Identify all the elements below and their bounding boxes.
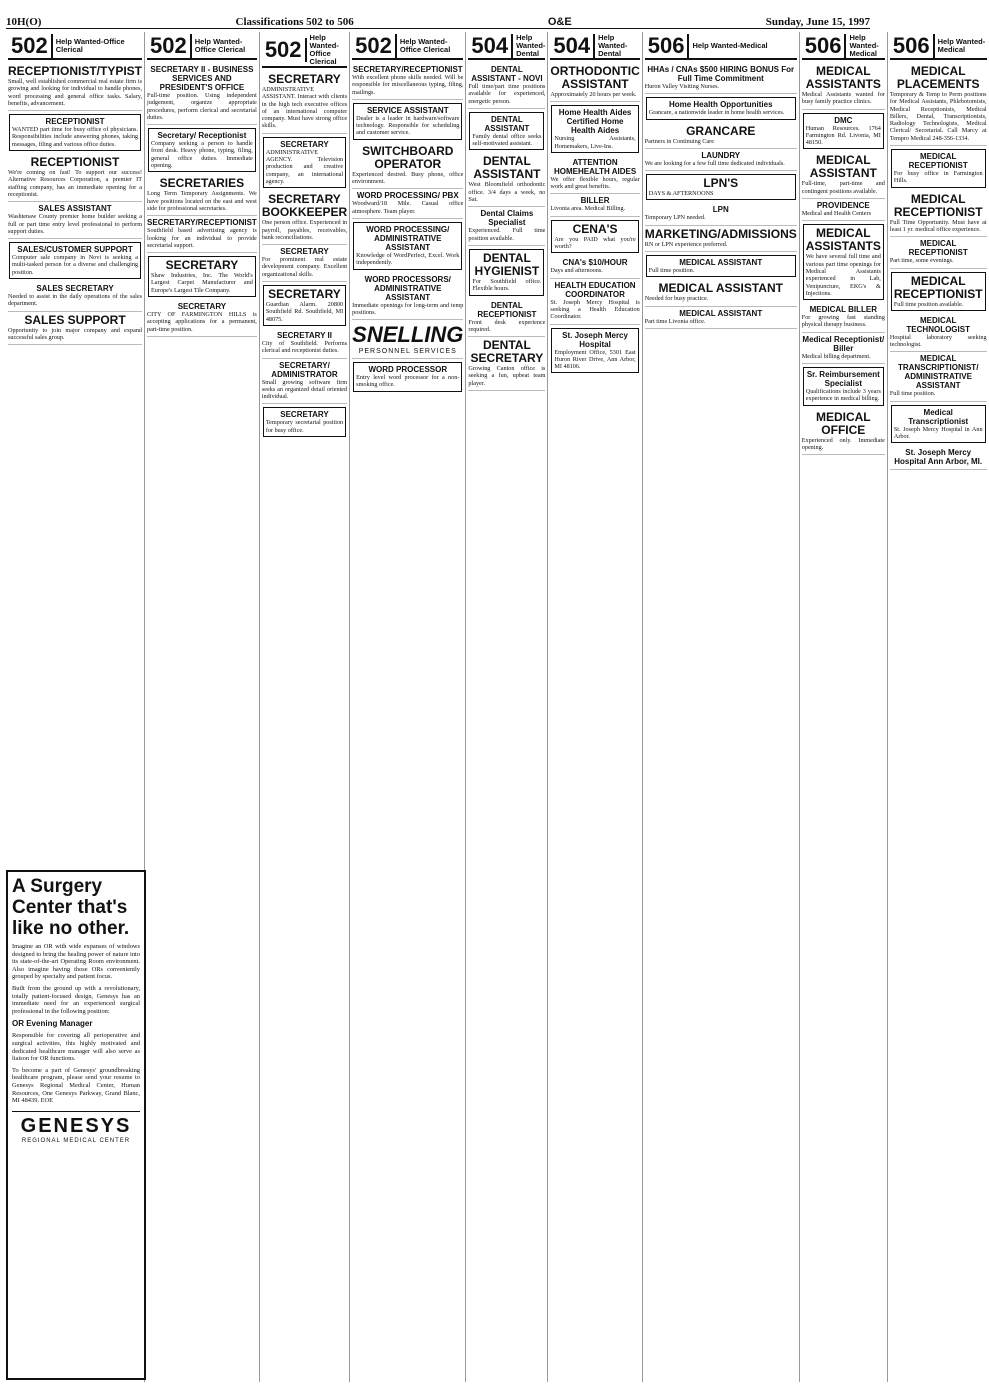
classified-ad <box>803 113 884 150</box>
classified-ad <box>8 63 142 111</box>
classified-ad <box>8 312 142 346</box>
ad-heading: Home Health Aides Certified Home Health Aides <box>558 108 632 136</box>
ad-heading: SECRETARY/RECEPTIONIST <box>352 65 463 74</box>
ad-body: Part time Livonia office. <box>644 317 706 325</box>
ad-body: Washtenaw County premier home builder seeking a full or part time entry level professional to perform support duties. <box>8 213 143 235</box>
ad-body: Full-time position. Using independent judgement, organize appropriate procedures, perform clerical and secretarial duties. <box>147 92 257 121</box>
ad-heading: GRANCARE <box>686 123 756 138</box>
classified-ad <box>645 63 797 94</box>
section-category: Help Wanted-Office Clerical <box>194 37 246 54</box>
ad-body: Medical billing department. <box>801 352 871 360</box>
section-number: 502 <box>147 34 192 58</box>
ad-body: Experienced only. Immediate opening. <box>801 436 885 451</box>
column-6 <box>548 32 642 1382</box>
ad-heading: St. Joseph Mercy Hospital Ann Arbor, MI. <box>894 448 983 467</box>
section-header <box>468 34 545 60</box>
ad-body: DAYS & AFTERNOONS <box>648 190 714 198</box>
ad-heading: SECRETARY <box>165 258 239 273</box>
section-header <box>8 34 142 60</box>
ad-heading: RECEPTIONIST/TYPIST <box>8 64 143 78</box>
ad-body: We have several full time and various part time openings for Medical Assistants experienced in Lab, Venipuncture, EKG's & Injections. <box>805 253 881 297</box>
ad-body: City of Southfield. Performs clerical and receptionist duties. <box>261 339 348 355</box>
column-8 <box>800 32 888 1382</box>
column-5 <box>466 32 548 1382</box>
page-header <box>6 6 870 29</box>
classified-ad <box>550 194 639 216</box>
classified-ad <box>551 105 638 153</box>
ad-heading: MEDICAL ASSISTANTS <box>805 226 881 254</box>
classified-ad <box>352 189 463 219</box>
classified-ad <box>645 203 797 225</box>
classified-ad <box>147 63 257 125</box>
ad-heading: SERVICE ASSISTANT <box>366 105 449 115</box>
section-number: 506 <box>890 34 935 58</box>
ad-heading: MEDICAL TECHNOLOGIST <box>906 315 970 334</box>
classified-ad <box>645 307 797 329</box>
ad-body: Full time/part time positions available for experienced, energetic person. <box>468 83 546 105</box>
ad-heading: MEDICAL RECEPTIONIST <box>893 273 983 301</box>
ad-body: Hospital laboratory seeking technologist. <box>889 333 987 349</box>
classified-ad <box>891 149 986 188</box>
ad-heading: WORD PROCESSOR <box>368 365 448 375</box>
column-9 <box>888 32 989 1382</box>
ad-heading: SECRETARY <box>280 247 329 257</box>
ad-heading: SALES ASSISTANT <box>38 204 112 214</box>
ad-body: Entry level word processor for a non-smoking office. <box>356 374 460 389</box>
classified-ad <box>646 97 796 119</box>
ad-body: St. Joseph Mercy Hospital is seeking a Health Education Coordinator. <box>550 298 640 321</box>
classified-ad <box>262 329 347 359</box>
ad-heading: SECRETARY <box>268 72 341 86</box>
classified-ad <box>890 446 987 470</box>
section-header <box>262 34 347 68</box>
classified-ad <box>147 175 257 216</box>
classified-ad <box>890 352 987 401</box>
classified-ad <box>262 71 347 134</box>
ad-body: Are you PAID what you're worth? <box>554 235 636 251</box>
ad-heading: WORD PROCESSING/ ADMINISTRATIVE ASSISTANT <box>366 224 450 252</box>
ad-heading: SECRETARY <box>268 287 341 302</box>
ad-body: Temporary secretarial position for busy office. <box>265 419 344 434</box>
classified-ad <box>551 328 638 374</box>
classified-ad <box>802 409 885 456</box>
ad-heading: LPN'S <box>703 176 739 191</box>
ad-heading: SECRETARY BOOKKEEPER <box>261 192 348 220</box>
ad-body: Company seeking a person to handle front desk. Heavy phone, typing, filing, general office duties. Immediate opening. <box>151 140 253 170</box>
classified-ad <box>645 123 797 149</box>
classified-ad <box>550 156 639 195</box>
ad-body: Temporary & Temp to Perm positions for Medical Assistants, Phlebotomists, Medical Receptionists, Medical Billers, Dental, Transcriptionists, Radiology Technologists, Medical Clerical/ Secretarial. Call Marcy at Tempro Medical 248-356-1334. <box>889 91 987 142</box>
ad-heading: Secretary/ Receptionist <box>157 131 247 141</box>
ad-heading: HHAs / CNAs $500 HIRING BONUS For Full Time Commitment <box>647 65 795 83</box>
ad-heading: SALES/CUSTOMER SUPPORT <box>17 245 133 255</box>
genesys-logo-subtitle: REGIONAL MEDICAL CENTER <box>21 1137 131 1144</box>
ad-heading: MEDICAL RECEPTIONIST <box>908 239 968 258</box>
column-2 <box>145 32 260 1382</box>
classified-ad <box>352 273 463 321</box>
classified-ad <box>8 154 142 202</box>
ad-body: Needed for busy practice. <box>644 295 709 303</box>
classified-ad <box>646 174 796 200</box>
ad-body: Livonia area. Medical Billing. <box>550 205 626 213</box>
ad-body: For busy office in Farmington Hills. <box>893 170 983 185</box>
ad-heading: SECRETARY/ ADMINISTRATOR <box>271 360 338 379</box>
ad-heading: ORTHODONTIC ASSISTANT <box>550 64 640 91</box>
classified-ad <box>802 152 885 199</box>
ad-heading: DENTAL SECRETARY <box>470 338 544 366</box>
classified-ad <box>550 63 639 102</box>
classified-ad <box>469 249 544 296</box>
section-number: 504 <box>468 34 513 58</box>
surgery-ad-body: Built from the ground up with a revolutionary, totally patient-focused design, Genesys has an immediate need for an experienced surgical professional in the following position: <box>12 984 140 1015</box>
classified-ad <box>550 279 639 325</box>
ad-heading: MEDICAL ASSISTANT <box>679 258 763 268</box>
classified-ad <box>803 367 884 406</box>
classified-ad <box>802 333 885 364</box>
classified-ad <box>890 237 987 268</box>
classified-ad <box>645 226 797 252</box>
ad-body: For prominent real estate development company. Excellent organizational skills. <box>261 256 348 278</box>
classified-ad <box>645 280 797 306</box>
section-header <box>147 34 257 60</box>
classified-ad <box>148 128 256 172</box>
ad-body: Medical Assistants wanted for busy family practice clinics. <box>801 91 885 106</box>
ad-heading: DMC <box>834 115 853 125</box>
ad-heading: MEDICAL ASSISTANT <box>658 281 783 296</box>
classified-ad <box>353 222 462 270</box>
section-header <box>645 34 797 60</box>
classified-ad <box>262 191 347 245</box>
section-category: Help Wanted-Medical <box>937 37 986 54</box>
page-section-label: 10H(O) <box>6 16 42 28</box>
ad-body: Full time position. <box>889 390 936 398</box>
classified-ad <box>262 245 347 282</box>
ad-heading: WORD PROCESSORS/ ADMINISTRATIVE ASSISTANT <box>364 274 451 302</box>
classified-ad <box>891 272 986 311</box>
ad-heading: MEDICAL ASSISTANT <box>679 308 763 318</box>
classified-ad <box>802 199 885 221</box>
surgery-center-ad <box>6 870 146 1380</box>
ad-heading: CENA'S <box>572 221 618 236</box>
column-7 <box>643 32 800 1382</box>
ad-heading: SNELLING <box>352 322 464 348</box>
ad-heading: SALES SECRETARY <box>36 284 114 294</box>
ad-heading: MEDICAL ASSISTANTS <box>805 64 881 91</box>
ad-heading: SECRETARY <box>280 139 329 149</box>
ad-body: St. Joseph Mercy Hospital in Ann Arbor. <box>893 425 983 441</box>
surgery-ad-intro: Imagine an OR with wide expanses of windows designed to bring the healing power of nature into its state-of-the-art Operating Room environment. Also imagine having those ORs conveniently grouped by specialty and patient focus. <box>12 943 140 981</box>
ad-heading: RECEPTIONIST <box>45 117 105 127</box>
ad-body: Medical and Health Centers <box>801 210 871 218</box>
ad-heading: RECEPTIONIST <box>30 155 120 170</box>
genesys-logo: GENESYS <box>12 1111 140 1138</box>
section-number: 506 <box>645 34 690 58</box>
ad-heading: MEDICAL TRANSCRIPTIONIST/ ADMINISTRATIVE ASSISTANT <box>897 354 979 391</box>
classified-ad <box>148 256 256 297</box>
classified-ad <box>468 63 545 109</box>
classification-range: Classifications 502 to 506 <box>235 16 354 28</box>
ad-heading: SALES SUPPORT <box>24 312 126 327</box>
section-category: Help Wanted-Medical <box>692 41 768 50</box>
ad-body: Employment Office, 5301 East Huron River Drive, Ann Arbor, MI 48106. <box>554 348 636 371</box>
ad-heading: MEDICAL RECEPTIONIST <box>908 152 968 171</box>
ad-body: For growing fast standing physical therapy business. <box>801 314 885 329</box>
classified-ad <box>890 314 987 353</box>
ad-heading: SECRETARY II - BUSINESS SERVICES AND PRESIDENT'S OFFICE <box>150 65 254 92</box>
section-header <box>890 34 987 60</box>
classified-ad <box>803 224 884 300</box>
ad-body: Immediate openings for long-term and temp positions. <box>352 301 464 316</box>
ad-body: Computer sale company in Novi is seeking a multi-tasked person for a diverse and challenging position. <box>12 254 139 276</box>
classified-ad <box>890 63 987 146</box>
classified-ad <box>9 242 141 279</box>
ad-body: Opportunity to join major company and expand successful sales group. <box>8 326 143 341</box>
ad-heading: BILLER <box>580 196 610 206</box>
surgery-ad-title: A Surgery Center that's like no other. <box>12 876 130 939</box>
ad-heading: SECRETARY <box>177 302 227 312</box>
ad-body: Nursing Assistants, Homemakers, Live-Ins. <box>554 135 636 150</box>
ad-heading: Dental Claims Specialist <box>480 209 534 228</box>
ad-body: RN or LPN experience preferred. <box>644 240 728 248</box>
ad-heading: HEALTH EDUCATION COORDINATOR <box>554 280 636 299</box>
ad-body: Needed to assist in the daily operations of the sales department. <box>8 293 143 308</box>
classified-ad <box>8 202 142 239</box>
ad-body: Temporary LPN needed. <box>644 214 706 222</box>
classified-ad <box>802 63 885 110</box>
ad-body: Front desk experience required. <box>468 318 546 333</box>
ad-body: ADMINISTRATIVE ASSISTANT. Interact with clients in the high tech executive offices of an international computer company. Must have strong office skills. <box>261 86 348 130</box>
ad-body: We are looking for a few full time dedicated individuals. <box>644 159 785 167</box>
ad-body: ADMINISTRATIVE AGENCY. Television production and creative company, an international agency. <box>265 148 344 185</box>
ad-body: WANTED part time for busy office of physicians. Responsibilities include answering phones, taking messages, filing and various office duties. <box>12 126 139 148</box>
classified-ad <box>890 191 987 238</box>
ad-body: Part time, some evenings. <box>889 257 954 265</box>
classified-ad <box>263 137 346 188</box>
ad-body: Full time position available. <box>893 300 964 308</box>
ad-body: Grancare, a nationwide leader in home health services. <box>648 109 785 117</box>
ad-heading: ATTENTION HOMEHEALTH AIDES <box>553 157 637 176</box>
ad-heading: LPN <box>712 205 729 215</box>
ad-body: Approximately 20 hours per week. <box>550 91 637 98</box>
ad-heading: DENTAL ASSISTANT <box>473 154 541 182</box>
ad-heading: MEDICAL RECEPTIONIST <box>893 191 983 219</box>
classified-ad <box>352 143 463 190</box>
classified-ad <box>353 103 462 140</box>
section-header <box>550 34 639 60</box>
section-category: Help Wanted-Dental <box>598 33 628 58</box>
ad-heading: DENTAL ASSISTANT - NOVI <box>471 65 543 83</box>
section-number: 502 <box>352 34 397 58</box>
column-4 <box>350 32 466 1382</box>
ad-body: Long Term Temporary Assignments. We have positions located on the east and west side for professional secretaries. <box>147 190 257 212</box>
ad-heading: St. Joseph Mercy Hospital <box>562 330 628 349</box>
ad-heading: Home Health Opportunities <box>668 100 773 110</box>
ad-body: For Southfield office. Flexible hours. <box>472 277 542 293</box>
ad-heading: SECRETARY II <box>276 330 332 340</box>
classified-ad <box>802 303 885 333</box>
classified-ad <box>646 255 796 277</box>
surgery-ad-apply: To become a part of Genesys' groundbreaking healthcare program, please send your resume to Genesys Regional Medical Center, Human Resources, One Genesys Parkway, Grand Blanc, MI 48439. EOE <box>12 1066 140 1105</box>
section-number: 502 <box>262 38 307 62</box>
ad-body: Huron Valley Visiting Nurses. <box>644 83 720 90</box>
classified-ad <box>352 320 463 359</box>
ad-heading: Medical Receptionist/ Biller <box>802 334 885 353</box>
ad-body: PERSONNEL SERVICES <box>358 348 457 356</box>
ad-body: CITY OF FARMINGTON HILLS is accepting applications for a permanent, part-time position. <box>147 311 257 333</box>
ad-body: Full time position. <box>648 267 695 275</box>
classified-ad <box>147 300 257 337</box>
classified-ad <box>263 285 346 326</box>
classified-ad <box>352 63 463 100</box>
section-number: 506 <box>802 34 847 58</box>
ad-body: Shaw Industries, Inc. The World's Largest Carpet Manufacturer and Europe's Largest Tile Company. <box>151 272 253 294</box>
ad-body: Guardian Alarm. 20800 Southfield Rd. Southfield, MI 48075. <box>265 301 344 323</box>
ad-body: Growing Canton office is seeking a fun, upbeat team player. <box>468 365 546 387</box>
ad-body: West Bloomfield orthodontic office. 3/4 days a week, no Sat. <box>468 181 546 204</box>
section-number: 502 <box>8 34 53 58</box>
ad-body: Days and afternoons. <box>550 267 603 275</box>
ad-body: Small growing software firm seeks an organized detail oriented individual. <box>261 378 348 401</box>
ad-heading: Medical Transcriptionist <box>908 407 969 426</box>
section-number: 504 <box>550 34 595 58</box>
ad-heading: MEDICAL PLACEMENTS <box>896 64 980 91</box>
classified-ad <box>469 112 544 151</box>
ad-body: We're coming on fast! To support our success! Alternative Resources Corporation, a premier IT staffing company, has an immediate opening for a receptionist. <box>8 169 143 198</box>
ad-heading: MEDICAL BILLER <box>809 305 877 315</box>
ad-heading: LAUNDRY <box>701 150 741 160</box>
issue-date: Sunday, June 15, 1997 <box>765 16 870 28</box>
ad-body: We offer flexible hours, regular work and great benefits. <box>550 175 640 191</box>
ad-body: Partners in Continuing Care <box>644 137 714 145</box>
ad-body: Experienced. Full time position available. <box>468 227 546 242</box>
section-category: Help Wanted-Medical <box>849 33 879 58</box>
ad-heading: WORD PROCESSING/ PBX <box>356 191 459 201</box>
surgery-ad-position: OR Evening Manager <box>12 1019 93 1029</box>
section-category: Help Wanted-Office Clerical <box>309 33 339 66</box>
ad-heading: DENTAL ASSISTANT <box>484 114 530 133</box>
ad-heading: PROVIDENCE <box>816 201 870 211</box>
classified-ad <box>263 407 346 437</box>
classified-ad <box>353 362 462 392</box>
ad-body: Woodward/18 Mile. Casual office atmosphere. Team player. <box>352 200 464 215</box>
ad-body: Small, well established commercial real estate firm is growing and looking for individual to handle phones, word processing and general office tasks. Salary, benefits, advancement. <box>8 78 143 107</box>
ad-heading: MEDICAL OFFICE <box>815 409 871 437</box>
ad-body: One person office. Experienced in payroll, payables, receivables, bank reconciliations. <box>261 219 348 241</box>
ad-body: Experienced desired. Busy phone, office environment. <box>352 170 464 186</box>
ad-heading: DENTAL RECEPTIONIST <box>477 300 537 319</box>
ad-heading: SECRETARIES <box>159 176 245 191</box>
ad-body: Full Time Opportunity. Must have at least 1 yr. medical office experience. <box>889 218 987 233</box>
classified-ad <box>147 216 257 253</box>
ad-heading: CNA's $10/HOUR <box>562 258 628 268</box>
ad-heading: DENTAL HYGIENIST <box>474 250 540 278</box>
classified-ad <box>645 149 797 171</box>
classified-ad <box>468 337 545 391</box>
section-category: Help Wanted-Office Clerical <box>399 37 451 54</box>
classified-ad <box>550 256 639 278</box>
classified-ad <box>468 299 545 338</box>
column-3 <box>260 32 350 1382</box>
classified-ad <box>8 282 142 312</box>
classified-ad <box>262 359 347 405</box>
ad-heading: SECRETARY <box>280 410 329 420</box>
section-category: Help Wanted-Dental <box>516 33 546 58</box>
classified-ad <box>468 207 545 246</box>
section-header <box>802 34 885 60</box>
ad-body: Knowledge of WordPerfect, Excel. Work independently. <box>356 251 460 267</box>
ad-body: Southfield based advertising agency is looking for an individual to provide secretarial support. <box>147 227 257 249</box>
classified-ad <box>891 405 986 444</box>
ad-heading: SECRETARY/RECEPTIONIST <box>147 218 257 228</box>
ad-body: Human Resources. 1764 Farmington Rd. Livonia, MI 48150. <box>805 124 881 147</box>
section-category: Help Wanted-Office Clerical <box>55 37 125 54</box>
ad-body: Dealer is a leader in hardware/software technology. Responsible for scheduling and customer service. <box>356 114 460 137</box>
classified-ad <box>468 153 545 207</box>
ad-body: Full-time, part-time and contingent positions available. <box>801 180 885 195</box>
paper-name: O&E <box>547 16 572 28</box>
ad-body: With excellent phone skills needed. Will be responsible for miscellaneous typing, filing, mailings. <box>352 74 464 96</box>
classified-ad <box>551 220 638 254</box>
ad-heading: MARKETING/ADMISSIONS <box>644 226 797 241</box>
section-header <box>352 34 463 60</box>
ad-heading: SWITCHBOARD OPERATOR <box>362 143 454 171</box>
ad-body: Qualifications include 3 years experience in medical billing. <box>805 388 881 403</box>
ad-heading: MEDICAL ASSISTANT <box>809 153 877 181</box>
classified-ad <box>9 114 141 151</box>
surgery-ad-details: Responsible for covering all perioperative and surgical activities, this highly motivated and dedicated healthcare manager will also serve as liaison for OR functions. <box>12 1032 140 1063</box>
ad-heading: Sr. Reimbursement Specialist <box>806 370 880 389</box>
ad-body: Family dental office seeks self-motivated assistant. <box>472 132 542 148</box>
